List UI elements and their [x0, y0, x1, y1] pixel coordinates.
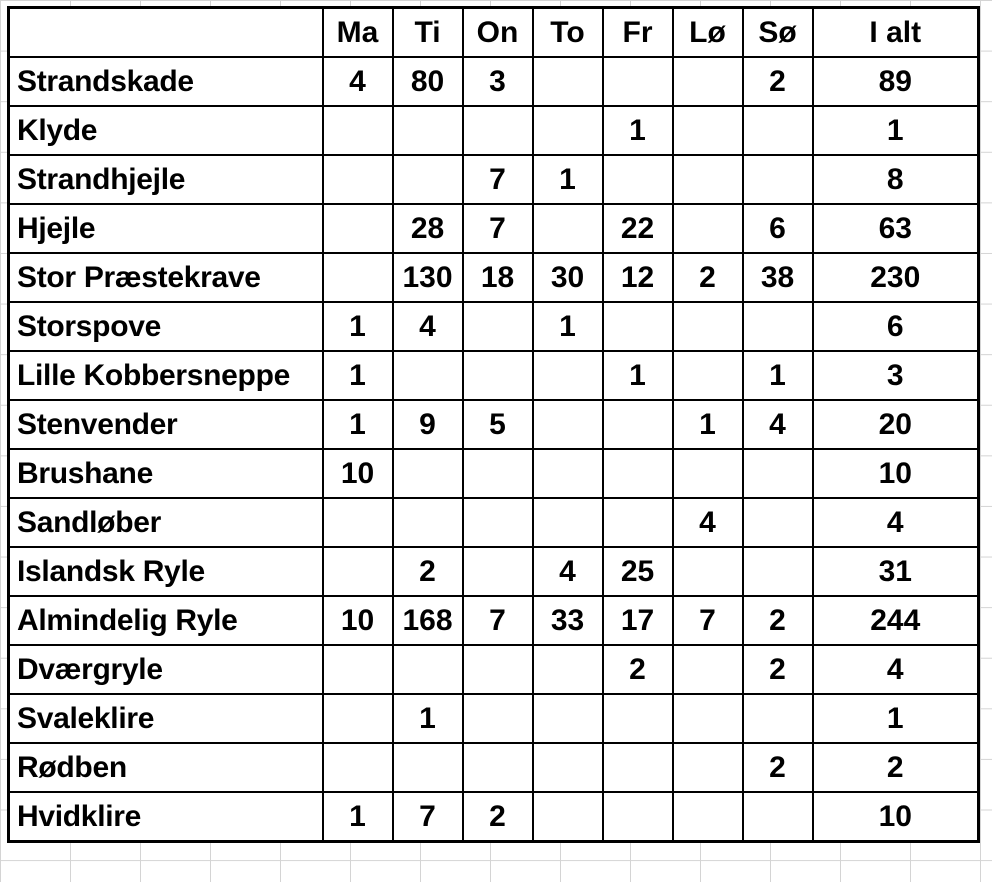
count-cell[interactable] [533, 57, 603, 106]
count-cell[interactable] [743, 155, 813, 204]
count-cell[interactable] [533, 106, 603, 155]
count-cell[interactable] [463, 743, 533, 792]
count-cell[interactable]: 2 [743, 596, 813, 645]
count-cell[interactable]: 2 [603, 645, 673, 694]
count-cell[interactable] [393, 351, 463, 400]
species-name-cell[interactable]: Lille Kobbersneppe [9, 351, 323, 400]
count-cell[interactable] [323, 204, 393, 253]
header-row [9, 8, 979, 58]
count-cell[interactable] [393, 743, 463, 792]
species-name-cell[interactable]: Strandhjejle [9, 155, 323, 204]
species-name-cell[interactable]: Dværgryle [9, 645, 323, 694]
count-cell[interactable] [743, 302, 813, 351]
count-cell[interactable]: 2 [743, 743, 813, 792]
count-cell[interactable] [533, 400, 603, 449]
count-cell[interactable]: 2 [743, 57, 813, 106]
count-cell[interactable]: 25 [603, 547, 673, 596]
table-row [9, 449, 979, 498]
count-cell[interactable]: 4 [533, 547, 603, 596]
count-cell[interactable]: 1 [393, 694, 463, 743]
count-cell[interactable]: 2 [673, 253, 743, 302]
count-cell[interactable] [323, 498, 393, 547]
count-cell[interactable] [393, 106, 463, 155]
count-cell[interactable] [603, 302, 673, 351]
count-cell[interactable] [463, 302, 533, 351]
table-row [9, 57, 979, 106]
count-cell[interactable] [673, 106, 743, 155]
count-cell[interactable]: 1 [533, 155, 603, 204]
count-cell[interactable]: 33 [533, 596, 603, 645]
species-name-cell[interactable]: Hjejle [9, 204, 323, 253]
count-cell[interactable] [323, 645, 393, 694]
count-cell[interactable]: 80 [393, 57, 463, 106]
count-cell[interactable] [463, 106, 533, 155]
count-cell[interactable] [603, 155, 673, 204]
table-row [9, 547, 979, 596]
total-cell[interactable]: 2 [813, 743, 979, 792]
species-name-cell[interactable]: Strandskade [9, 57, 323, 106]
count-cell[interactable]: 30 [533, 253, 603, 302]
count-cell[interactable] [533, 792, 603, 842]
count-cell[interactable] [743, 449, 813, 498]
count-cell[interactable] [673, 792, 743, 842]
count-cell[interactable] [603, 743, 673, 792]
count-cell[interactable]: 4 [323, 57, 393, 106]
species-name-cell[interactable]: Almindelig Ryle [9, 596, 323, 645]
species-name-cell[interactable]: Stor Præstekrave [9, 253, 323, 302]
count-cell[interactable]: 2 [393, 547, 463, 596]
count-cell[interactable]: 4 [743, 400, 813, 449]
count-cell[interactable] [323, 155, 393, 204]
count-cell[interactable]: 2 [743, 645, 813, 694]
total-cell[interactable]: 63 [813, 204, 979, 253]
total-cell[interactable]: 3 [813, 351, 979, 400]
column-header[interactable]: Ma [323, 8, 393, 58]
table-row [9, 645, 979, 694]
count-cell[interactable]: 3 [463, 57, 533, 106]
count-cell[interactable] [323, 743, 393, 792]
count-cell[interactable]: 2 [463, 792, 533, 842]
count-cell[interactable] [743, 547, 813, 596]
count-cell[interactable] [463, 645, 533, 694]
count-cell[interactable]: 130 [393, 253, 463, 302]
count-cell[interactable] [743, 694, 813, 743]
total-cell[interactable]: 8 [813, 155, 979, 204]
table-body [9, 57, 979, 842]
table-row [9, 253, 979, 302]
count-cell[interactable] [463, 498, 533, 547]
count-cell[interactable]: 4 [393, 302, 463, 351]
count-cell[interactable] [463, 449, 533, 498]
count-cell[interactable] [673, 547, 743, 596]
count-cell[interactable] [743, 792, 813, 842]
table-row [9, 596, 979, 645]
count-cell[interactable]: 1 [323, 400, 393, 449]
count-cell[interactable]: 28 [393, 204, 463, 253]
count-cell[interactable]: 6 [743, 204, 813, 253]
count-cell[interactable] [463, 694, 533, 743]
count-cell[interactable] [743, 106, 813, 155]
count-cell[interactable]: 12 [603, 253, 673, 302]
count-cell[interactable]: 7 [673, 596, 743, 645]
count-cell[interactable] [603, 498, 673, 547]
count-cell[interactable]: 17 [603, 596, 673, 645]
count-cell[interactable] [603, 400, 673, 449]
count-cell[interactable]: 1 [673, 400, 743, 449]
count-cell[interactable] [603, 694, 673, 743]
count-cell[interactable]: 7 [463, 204, 533, 253]
table-row [9, 106, 979, 155]
count-cell[interactable]: 168 [393, 596, 463, 645]
count-cell[interactable] [533, 204, 603, 253]
column-header[interactable]: Sø [743, 8, 813, 58]
count-cell[interactable]: 10 [323, 596, 393, 645]
table-row [9, 204, 979, 253]
count-cell[interactable]: 1 [533, 302, 603, 351]
count-cell[interactable] [673, 645, 743, 694]
table-row [9, 302, 979, 351]
count-cell[interactable] [603, 57, 673, 106]
table-row [9, 694, 979, 743]
count-cell[interactable]: 1 [323, 302, 393, 351]
header-corner-cell[interactable] [9, 8, 323, 58]
count-cell[interactable]: 1 [323, 351, 393, 400]
table-row [9, 351, 979, 400]
column-header[interactable]: Ti [393, 8, 463, 58]
count-cell[interactable] [603, 449, 673, 498]
count-cell[interactable] [743, 498, 813, 547]
species-name-cell[interactable]: Svaleklire [9, 694, 323, 743]
total-cell[interactable]: 4 [813, 498, 979, 547]
count-cell[interactable] [323, 106, 393, 155]
count-cell[interactable]: 9 [393, 400, 463, 449]
table-row [9, 498, 979, 547]
count-cell[interactable] [533, 645, 603, 694]
count-cell[interactable]: 5 [463, 400, 533, 449]
count-cell[interactable] [673, 449, 743, 498]
count-cell[interactable] [323, 547, 393, 596]
count-cell[interactable]: 7 [463, 596, 533, 645]
count-cell[interactable] [533, 743, 603, 792]
total-cell[interactable]: 10 [813, 792, 979, 842]
count-cell[interactable]: 22 [603, 204, 673, 253]
count-cell[interactable] [323, 253, 393, 302]
species-name-cell[interactable]: Sandløber [9, 498, 323, 547]
count-cell[interactable] [533, 449, 603, 498]
count-cell[interactable]: 1 [603, 106, 673, 155]
table-row [9, 743, 979, 792]
total-cell[interactable]: 244 [813, 596, 979, 645]
species-name-cell[interactable]: Storspove [9, 302, 323, 351]
count-cell[interactable] [393, 155, 463, 204]
bird-count-table [7, 6, 980, 843]
total-cell[interactable]: 20 [813, 400, 979, 449]
table-row [9, 400, 979, 449]
table-row [9, 792, 979, 842]
total-cell[interactable]: 1 [813, 694, 979, 743]
count-cell[interactable] [673, 155, 743, 204]
total-cell[interactable]: 4 [813, 645, 979, 694]
count-cell[interactable] [323, 694, 393, 743]
count-cell[interactable]: 7 [393, 792, 463, 842]
table-row [9, 155, 979, 204]
total-cell[interactable]: 10 [813, 449, 979, 498]
column-header[interactable]: To [533, 8, 603, 58]
count-cell[interactable] [673, 743, 743, 792]
column-header[interactable]: On [463, 8, 533, 58]
count-cell[interactable]: 18 [463, 253, 533, 302]
count-cell[interactable] [673, 302, 743, 351]
count-cell[interactable]: 38 [743, 253, 813, 302]
species-name-cell[interactable]: Stenvender [9, 400, 323, 449]
count-cell[interactable] [533, 498, 603, 547]
count-cell[interactable] [393, 449, 463, 498]
count-cell[interactable]: 4 [673, 498, 743, 547]
total-cell[interactable]: 1 [813, 106, 979, 155]
count-cell[interactable]: 1 [323, 792, 393, 842]
species-name-cell[interactable]: Brushane [9, 449, 323, 498]
count-cell[interactable] [533, 694, 603, 743]
count-cell[interactable] [393, 645, 463, 694]
count-cell[interactable] [603, 792, 673, 842]
count-cell[interactable] [673, 351, 743, 400]
species-name-cell[interactable]: Islandsk Ryle [9, 547, 323, 596]
count-cell[interactable]: 10 [323, 449, 393, 498]
count-cell[interactable] [463, 351, 533, 400]
column-header[interactable]: Fr [603, 8, 673, 58]
species-name-cell[interactable]: Rødben [9, 743, 323, 792]
count-cell[interactable]: 1 [743, 351, 813, 400]
count-cell[interactable] [673, 204, 743, 253]
species-name-cell[interactable]: Hvidklire [9, 792, 323, 842]
total-cell[interactable]: 89 [813, 57, 979, 106]
species-name-cell[interactable]: Klyde [9, 106, 323, 155]
count-cell[interactable]: 1 [603, 351, 673, 400]
column-header[interactable]: I alt [813, 8, 979, 58]
column-header[interactable]: Lø [673, 8, 743, 58]
count-cell[interactable] [673, 57, 743, 106]
count-cell[interactable] [673, 694, 743, 743]
count-cell[interactable] [393, 498, 463, 547]
total-cell[interactable]: 6 [813, 302, 979, 351]
count-cell[interactable] [463, 547, 533, 596]
count-cell[interactable]: 7 [463, 155, 533, 204]
total-cell[interactable]: 31 [813, 547, 979, 596]
count-cell[interactable] [533, 351, 603, 400]
total-cell[interactable]: 230 [813, 253, 979, 302]
